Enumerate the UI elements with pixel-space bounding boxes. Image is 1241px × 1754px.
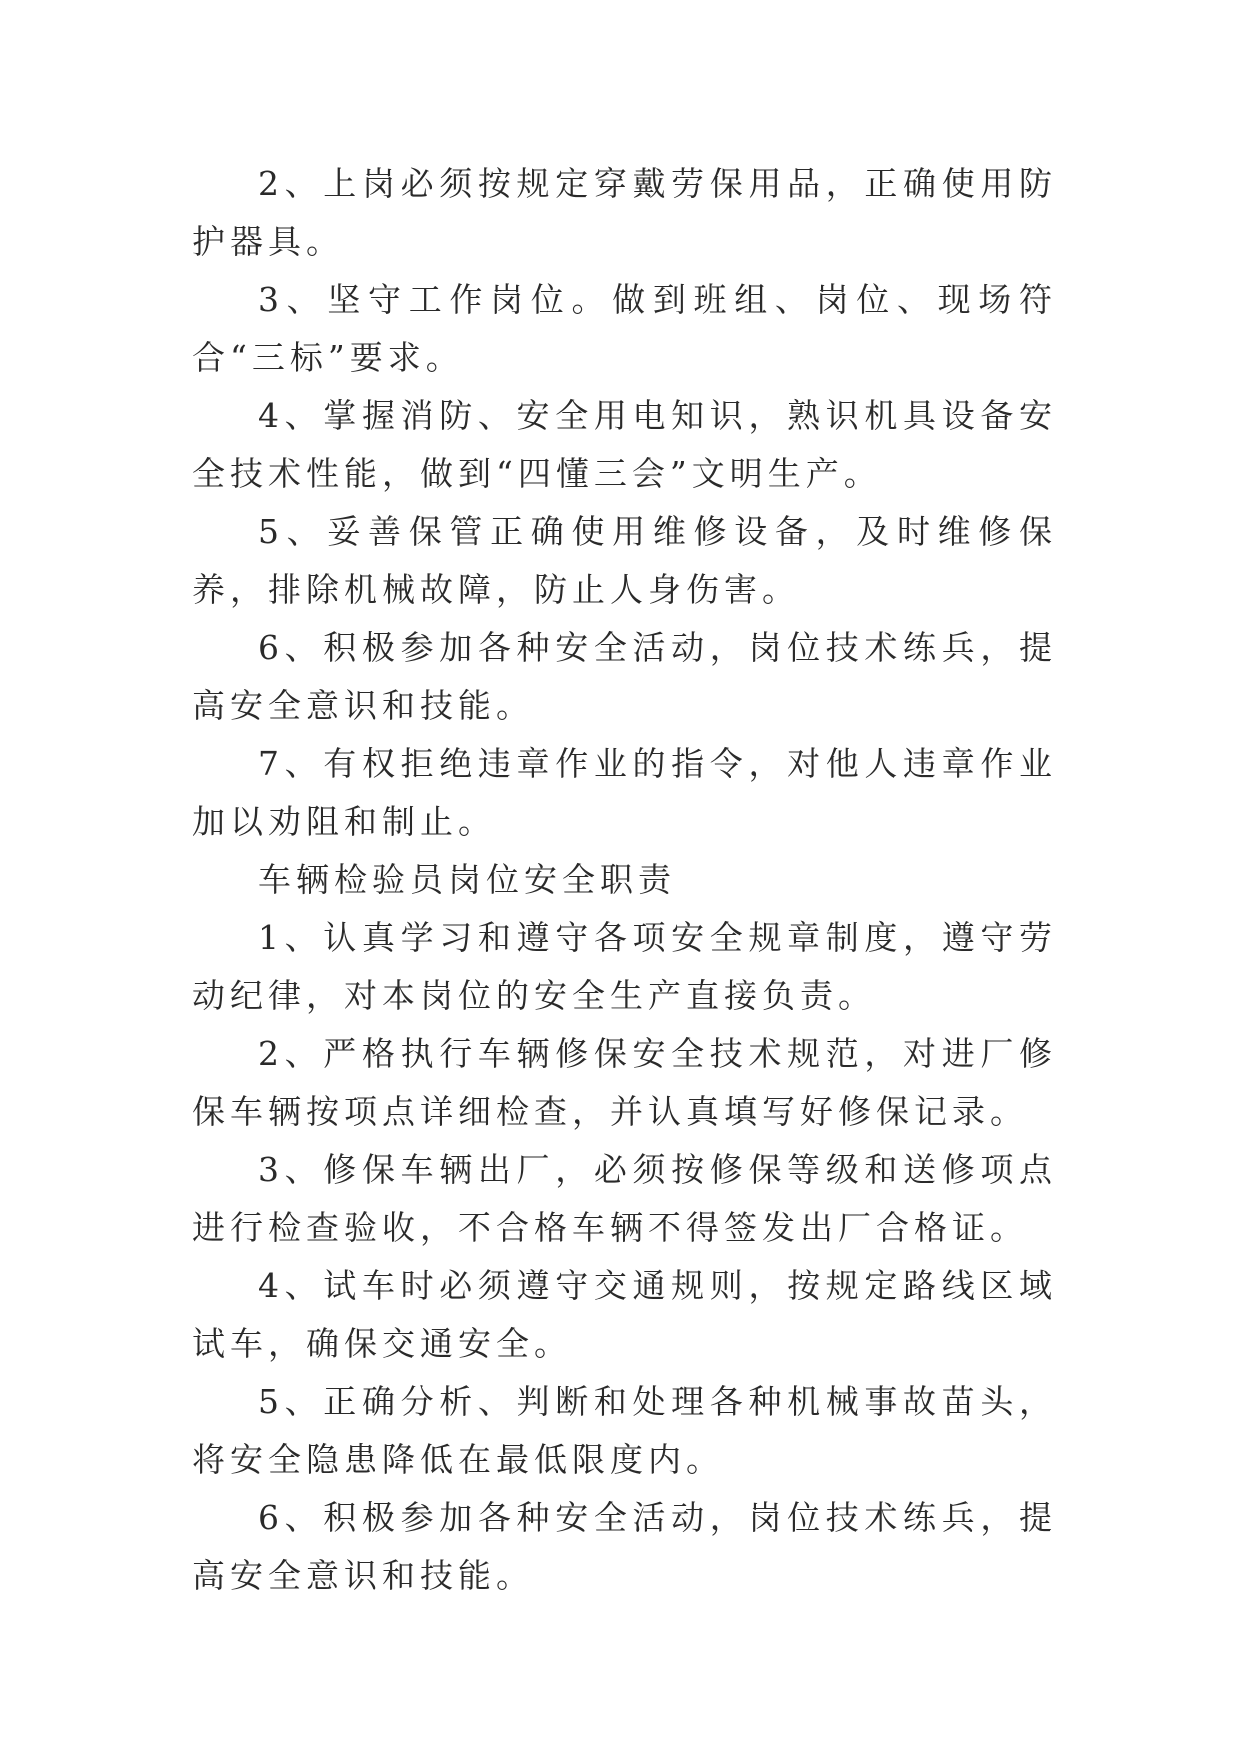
- paragraph-item-4-fire-safety: 4、掌握消防、安全用电知识，熟识机具设备安全技术性能，做到“四懂三会”文明生产。: [192, 396, 1057, 493]
- paragraph-inspector-2: 2、严格执行车辆修保安全技术规范，对进厂修保车辆按项点详细检查，并认真填写好修保记录。: [192, 1034, 1057, 1131]
- paragraph-item-6-activities: 6、积极参加各种安全活动，岗位技术练兵，提高安全意识和技能。: [192, 628, 1057, 725]
- paragraph-inspector-4: 4、试车时必须遵守交通规则，按规定路线区域试车，确保交通安全。: [192, 1266, 1057, 1363]
- section-heading-vehicle-inspector: 车辆检验员岗位安全职责: [258, 860, 676, 899]
- paragraph-item-5-equipment: 5、妥善保管正确使用维修设备，及时维修保养，排除机械故障，防止人身伤害。: [192, 512, 1057, 609]
- paragraph-inspector-3: 3、修保车辆出厂，必须按修保等级和送修项点进行检查验收，不合格车辆不得签发出厂合格证。: [192, 1150, 1057, 1247]
- paragraph-inspector-1: 1、认真学习和遵守各项安全规章制度，遵守劳动纪律，对本岗位的安全生产直接负责。: [192, 918, 1057, 1015]
- paragraph-item-2-ppe: 2、上岗必须按规定穿戴劳保用品，正确使用防护器具。: [192, 164, 1057, 261]
- paragraph-item-7-refuse: 7、有权拒绝违章作业的指令，对他人违章作业加以劝阻和制止。: [192, 744, 1057, 841]
- document-body: [192, 155, 1057, 1605]
- paragraph-inspector-5: 5、正确分析、判断和处理各种机械事故苗头，将安全隐患降低在最低限度内。: [192, 1382, 1057, 1479]
- paragraph-item-3-post: 3、坚守工作岗位。做到班组、岗位、现场符合“三标”要求。: [192, 280, 1057, 377]
- paragraph-inspector-6: 6、积极参加各种安全活动，岗位技术练兵，提高安全意识和技能。: [192, 1498, 1057, 1595]
